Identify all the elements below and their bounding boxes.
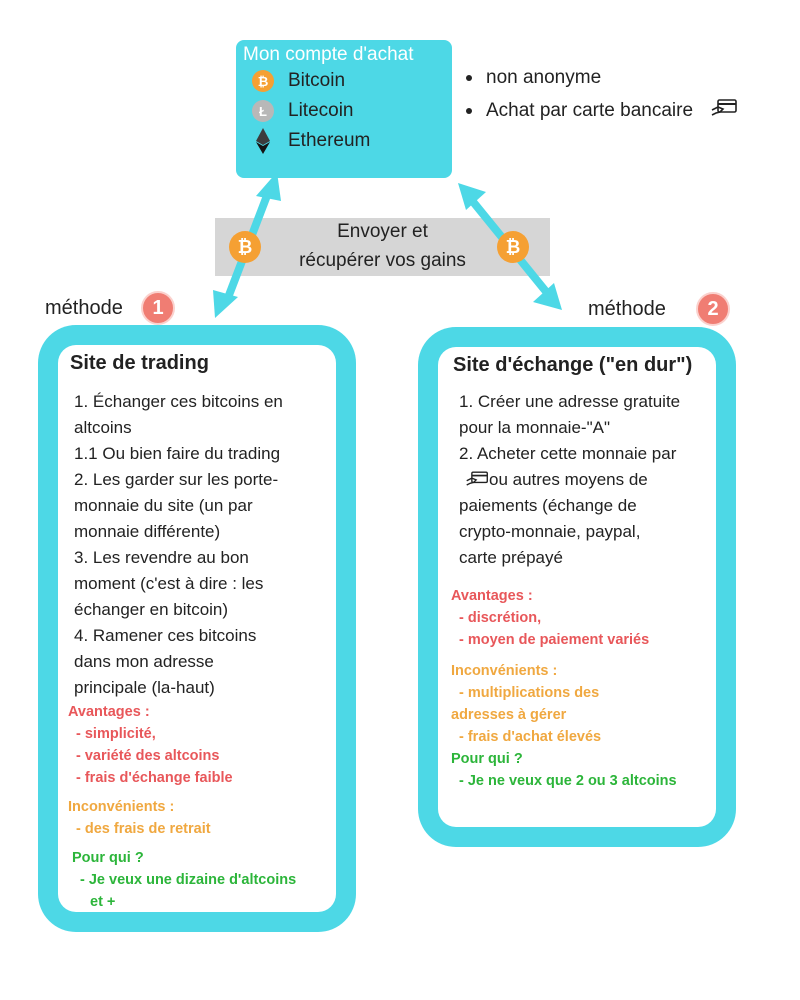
- method2-avantages-title: Avantages :: [451, 588, 533, 604]
- method1-step: 1.1 Ou bien faire du trading: [74, 444, 281, 463]
- method1-step: échanger en bitcoin): [74, 600, 229, 619]
- coin-label: Ethereum: [288, 130, 371, 151]
- method1-step: dans mon adresse: [74, 652, 214, 671]
- method1-pourqui: et +: [90, 894, 116, 910]
- account-title: Mon compte d'achat: [243, 44, 414, 65]
- method1-inconvenients-title: Inconvénients :: [68, 799, 175, 815]
- method1-avantage: - frais d'échange faible: [76, 770, 233, 786]
- number-2-badge: 2: [696, 292, 730, 326]
- method2-step: crypto-monnaie, paypal,: [459, 522, 641, 541]
- credit-card-hand-icon: [465, 470, 489, 493]
- bitcoin-icon: ₿: [497, 231, 529, 263]
- method1-label: méthode: [45, 297, 123, 319]
- method2-step: paiements (échange de: [459, 496, 637, 515]
- method1-step: principale (la-haut): [74, 678, 215, 697]
- coin-label: Bitcoin: [288, 70, 346, 91]
- bullet-text: non anonyme: [486, 67, 602, 88]
- method1-step: 3. Les revendre au bon: [74, 548, 249, 567]
- method1-inconvenient: - des frais de retrait: [76, 821, 211, 837]
- method2-label: méthode: [588, 298, 666, 320]
- method2-step: carte prépayé: [459, 548, 563, 567]
- bullet-text: Achat par carte bancaire: [486, 100, 694, 122]
- method2-avantage: - discrétion,: [459, 610, 542, 626]
- method1-step: 1. Échanger ces bitcoins en: [74, 392, 283, 411]
- bitcoin-icon: ₿: [229, 231, 261, 263]
- method1-title: Site de trading: [70, 352, 209, 374]
- method1-avantage: - simplicité,: [76, 726, 156, 742]
- bitcoin-icon: ₿: [252, 70, 274, 92]
- method2-avantage: - moyen de paiement variés: [459, 632, 650, 648]
- method2-step: 1. Créer une adresse gratuite: [459, 392, 681, 411]
- method1-step: monnaie du site (un par: [74, 496, 253, 515]
- method2-inconvenient: - multiplications des: [459, 685, 600, 701]
- method2-inconvenients-title: Inconvénients :: [451, 663, 558, 679]
- method2-title: Site d'échange ("en dur"): [453, 354, 693, 376]
- method1-step: monnaie différente): [74, 522, 221, 541]
- method1-step: 4. Ramener ces bitcoins: [74, 626, 257, 645]
- method2-inconvenient: - frais d'achat élevés: [459, 729, 602, 745]
- method2-step: ou autres moyens de: [489, 470, 648, 489]
- method2-step: pour la monnaie-"A": [459, 418, 610, 437]
- send-line-1: Envoyer et: [337, 221, 428, 242]
- method1-pourqui: - Je veux une dizaine d'altcoins: [80, 872, 297, 888]
- method1-step: moment (c'est à dire : les: [74, 574, 264, 593]
- method1-avantages-title: Avantages :: [68, 704, 150, 720]
- method2-inconvenient: adresses à gérer: [451, 707, 567, 723]
- method1-step: 2. Les garder sur les porte-: [74, 470, 279, 489]
- method1-pourqui-title: Pour qui ?: [72, 850, 144, 866]
- coin-label: Litecoin: [288, 100, 354, 121]
- method1-step: altcoins: [74, 418, 132, 437]
- method1-avantage: - variété des altcoins: [76, 748, 220, 764]
- method2-pourqui-title: Pour qui ?: [451, 751, 523, 767]
- send-line-2: récupérer vos gains: [299, 250, 466, 271]
- method2-step: 2. Acheter cette monnaie par: [459, 444, 677, 463]
- number-1-badge: 1: [141, 291, 175, 325]
- method2-pourqui: - Je ne veux que 2 ou 3 altcoins: [459, 773, 677, 789]
- litecoin-icon: Ł: [252, 100, 274, 122]
